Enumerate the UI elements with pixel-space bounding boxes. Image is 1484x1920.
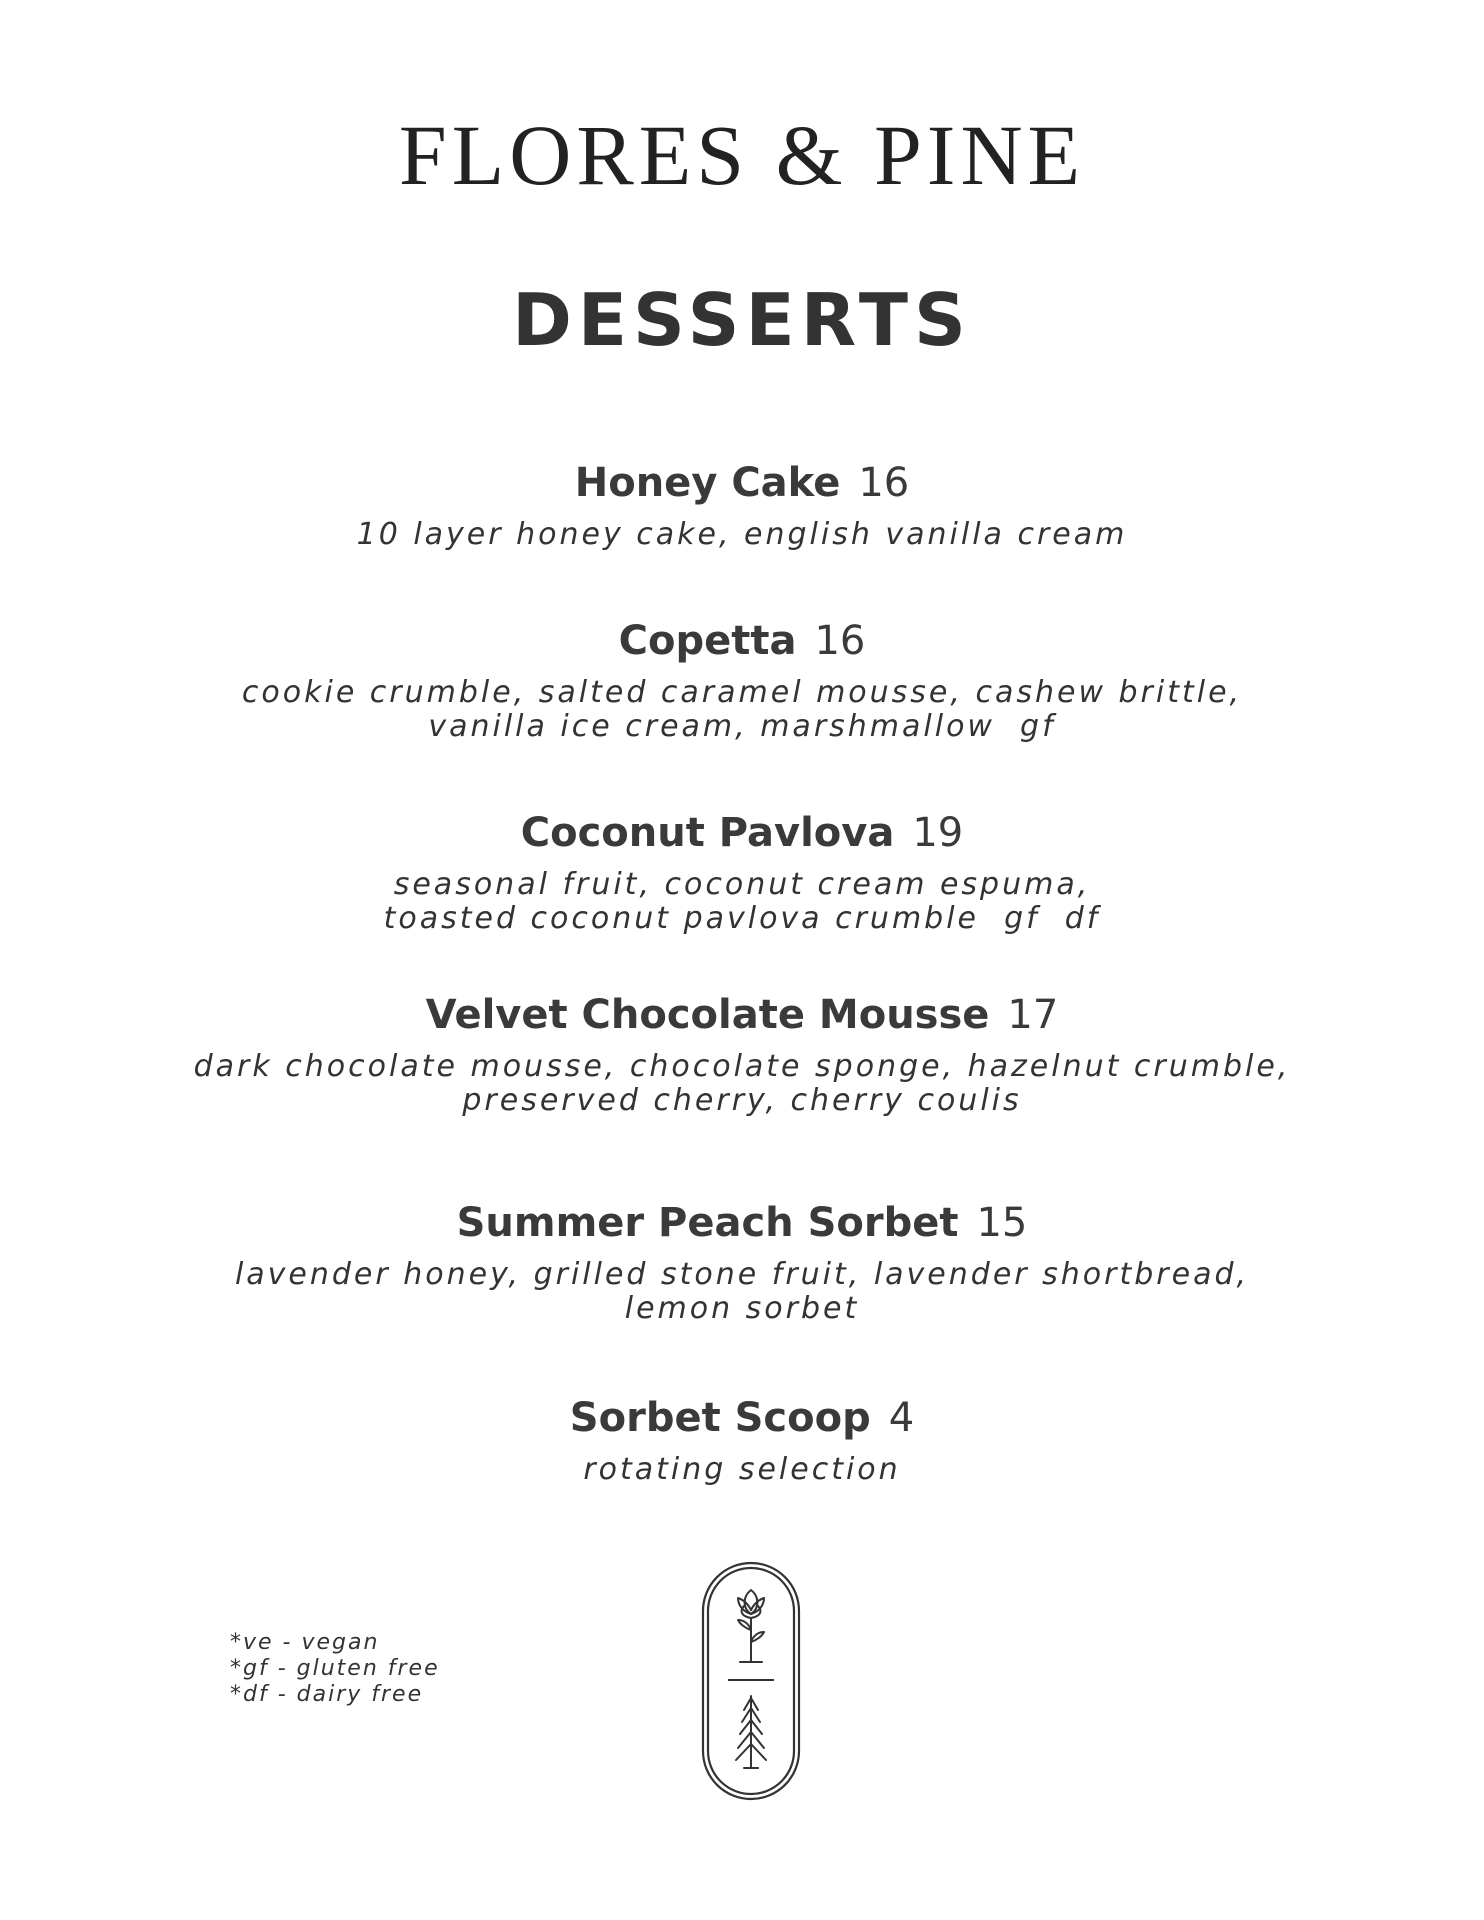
- menu-item: [0, 1198, 1484, 1326]
- item-name: Velvet Chocolate Mousse: [425, 992, 990, 1038]
- item-name: Coconut Pavlova: [520, 810, 895, 856]
- item-description: lavender honey, grilled stone fruit, lavender shortbread,: [234, 1257, 1250, 1292]
- item-description: 10 layer honey cake, english vanilla cream: [356, 517, 1128, 552]
- menu-item: [0, 1393, 1484, 1487]
- brand-name: FLORES & PINE: [398, 107, 1086, 203]
- item-price: 15: [976, 1200, 1028, 1246]
- menu-item: [0, 616, 1484, 744]
- menu-item: [0, 458, 1484, 552]
- item-name: Copetta: [618, 618, 797, 664]
- item-name: Sorbet Scoop: [569, 1395, 871, 1441]
- item-name: Summer Peach Sorbet: [456, 1200, 959, 1246]
- item-price: 16: [858, 460, 910, 506]
- item-description: cookie crumble, salted caramel mousse, cashew brittle,: [241, 675, 1243, 710]
- flower-icon: [738, 1590, 764, 1662]
- item-price: 4: [888, 1395, 915, 1441]
- item-description: vanilla ice cream, marshmallow gf: [428, 709, 1056, 744]
- pine-tree-icon: [736, 1696, 766, 1768]
- dietary-legend: [230, 1630, 440, 1708]
- legend-entry: *ve - vegan: [230, 1630, 380, 1655]
- item-name: Honey Cake: [574, 460, 841, 506]
- item-description: dark chocolate mousse, chocolate sponge, hazelnut crumble,: [193, 1049, 1291, 1084]
- item-description: rotating selection: [583, 1452, 901, 1487]
- item-price: 17: [1007, 992, 1059, 1038]
- legend-entry: *gf - gluten free: [230, 1656, 440, 1681]
- brand-emblem: [700, 1560, 802, 1802]
- item-description: toasted coconut pavlova crumble gf df: [383, 901, 1101, 936]
- item-description: preserved cherry, cherry coulis: [462, 1083, 1022, 1118]
- item-description: seasonal fruit, coconut cream espuma,: [393, 867, 1091, 902]
- item-description: lemon sorbet: [624, 1291, 860, 1326]
- item-price: 19: [912, 810, 964, 856]
- menu-title: DESSERTS: [512, 278, 972, 362]
- item-price: 16: [814, 618, 866, 664]
- legend-entry: *df - dairy free: [230, 1682, 424, 1707]
- menu-item: [0, 990, 1484, 1118]
- menu-item: [0, 808, 1484, 936]
